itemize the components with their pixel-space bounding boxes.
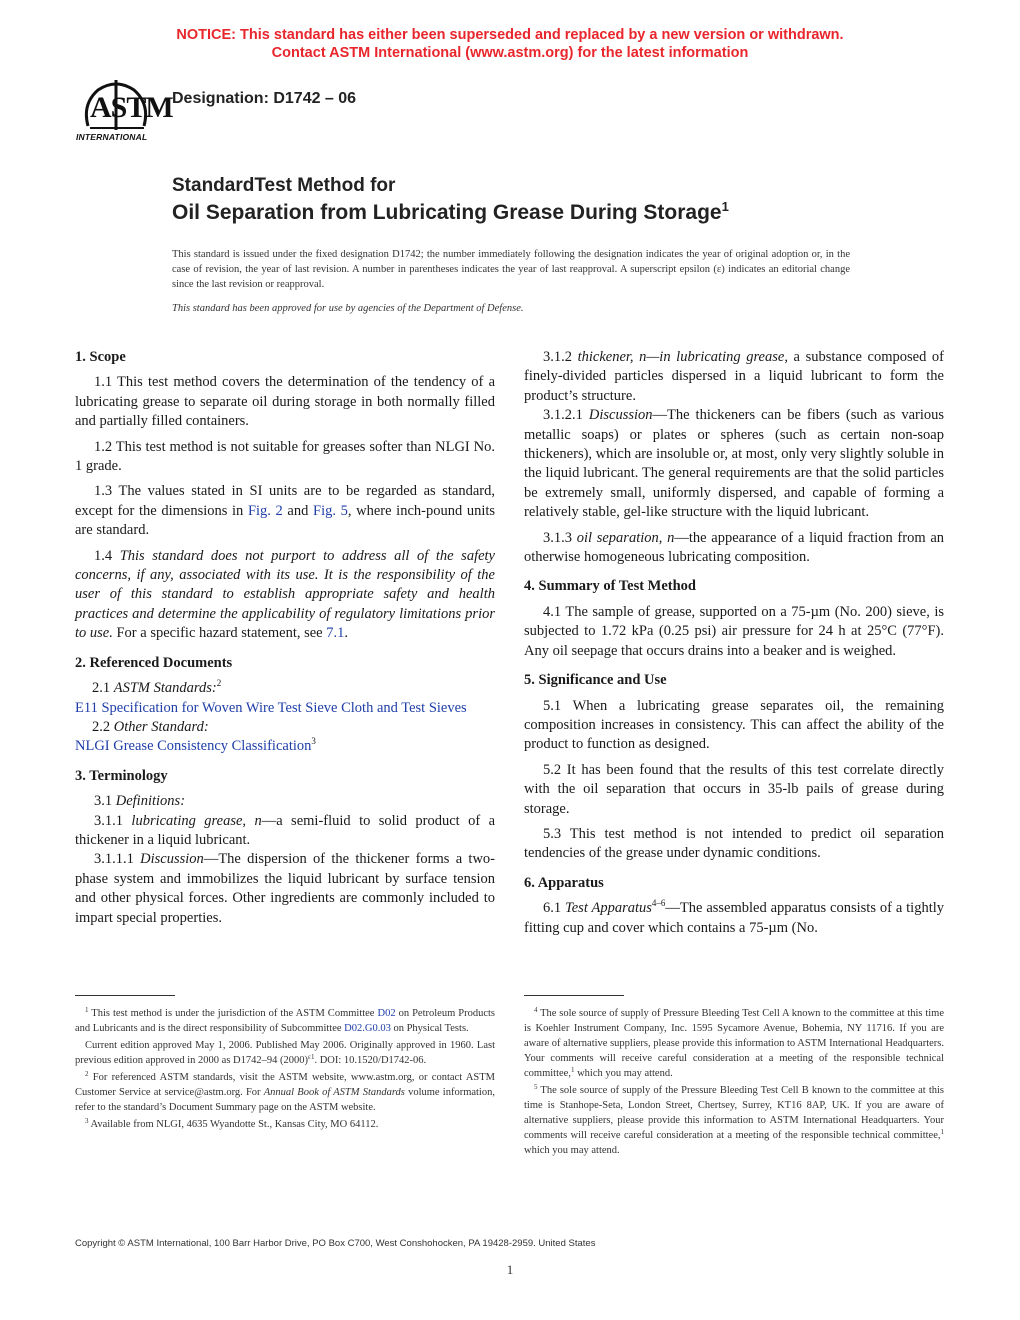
footnote-1-a: This test method is under the jurisdiction of the ASTM Committee: [88, 1008, 378, 1019]
intro-paragraph: This standard is issued under the fixed designation D1742; the number immediately following the designation indicates the year of original adoption or, in the case of revision, the year of last revision. A number in parentheses indicates the year of last reapproval. A superscript epsilon (ε) indicates an editorial change since the last revision or reapproval.: [172, 249, 850, 290]
footnote-5: [524, 1083, 944, 1158]
right-column: [524, 348, 944, 944]
footnote-4: [524, 1006, 944, 1081]
left-column: [75, 348, 495, 934]
footnote-1-d: Current edition approved May 1, 2006. Published May 2006. Originally approved in 1960. Last previous edition approved in 2000 as D1742–94 (2000): [75, 1040, 495, 1066]
para-6-1-num: 6.1: [543, 900, 566, 917]
para-1-1: 1.1 This test method covers the determination of the tendency of a lubricating grease to separate oil during storage in both normally filled and partially filled containers.: [75, 374, 495, 430]
para-6-1-sup: 4–6: [651, 898, 666, 909]
designation: Designation: D1742 – 06: [172, 90, 357, 107]
para-3-1-1-term: lubricating grease, n: [131, 812, 262, 829]
footnote-3: [75, 1117, 495, 1132]
para-3-1-1: [75, 812, 495, 851]
para-2-2-italic: Other Standard:: [113, 718, 209, 735]
link-e11[interactable]: E11 Specification for Woven Wire Test Sieve Cloth and Test Sieves: [75, 699, 467, 716]
ref-e11: [75, 699, 495, 718]
para-3-1-1-def: —a semi-fluid to solid product of a thickener in a liquid lubricant.: [75, 812, 496, 848]
notice-line-1: NOTICE: This standard has either been superseded and replaced by a new version or withdrawn.: [176, 27, 844, 43]
para-1-4-num: 1.4: [94, 547, 120, 564]
footnote-5-ref: 1: [940, 1128, 944, 1136]
section-heading-summary: 4. Summary of Test Method: [524, 578, 696, 595]
para-3-1-2-num: 3.1.2: [543, 349, 578, 365]
title-line-1: StandardTest Method for: [172, 175, 396, 196]
link-7-1[interactable]: 7.1: [326, 625, 345, 642]
para-3-1-num: 3.1: [94, 793, 116, 810]
para-1-3-c: , where inch-pound units are standard.: [75, 502, 496, 539]
para-3-1-italic: Definitions:: [115, 793, 186, 810]
para-2-1-num: 2.1: [92, 680, 114, 697]
para-3-1-1-1-text: —The dispersion of the thickener forms a two-phase system and immobilizes the liquid lubricant by surface tension and other physical forces. Other ingredients are commonly included to impart special properties.: [75, 851, 495, 926]
footnote-3-text: Available from NLGI, 4635 Wyandotte St., Kansas City, MO 64112.: [88, 1119, 379, 1130]
footnote-5-b: which you may attend.: [524, 1145, 620, 1156]
footnote-1-epsilon: ε1: [308, 1053, 315, 1061]
para-1-4-italic: This standard does not purport to address all of the safety concerns, if any, associated with its use. It is the responsibility of the user of this standard to establish appropriate safety and health practices and determine the applicability of regulatory limitations prior to use.: [75, 547, 495, 642]
para-3-1-1-1: [75, 850, 495, 928]
footnote-1: [75, 1006, 495, 1036]
footnote-1-mark: 1: [85, 1006, 89, 1014]
logo-mark: ASTM: [90, 91, 173, 124]
para-6-1-text: —The assembled apparatus consists of a tightly fitting cup and cover which contains a 75-µm (No.: [524, 900, 945, 936]
ref-nlgi-sup: 3: [311, 736, 316, 747]
title-line-2: [172, 199, 729, 225]
para-6-1: [524, 899, 944, 938]
footnote-4-ref: 1: [570, 1066, 575, 1074]
para-3-1-3-term: oil separation, n: [576, 529, 675, 546]
ref-nlgi: [75, 737, 495, 756]
footnote-5-a: The sole source of supply of the Pressure Bleeding Test Cell B known to the committee at this time is Stanhope-Seta, London Street, Chertsey, Surrey, KT16 8AP, UK. If you are aware of alternative suppliers, please provide this information to ASTM International Headquarters. Your comments will receive careful consideration at a meeting of the responsible technical committee,: [524, 1085, 944, 1141]
para-6-1-italic: Test Apparatus: [565, 900, 652, 917]
para-2-1-sup: 2: [216, 678, 222, 689]
para-5-3: 5.3 This test method is not intended to predict oil separation tendencies of the grease under dynamic conditions.: [524, 825, 944, 862]
link-fig-5[interactable]: Fig. 5: [313, 502, 348, 519]
section-heading-terminology: 3. Terminology: [75, 767, 168, 784]
footnote-2-italic: Annual Book of ASTM Standards: [263, 1087, 405, 1098]
para-3-1-3-def: —the appearance of a liquid fraction from an otherwise homogeneous lubricating composition.: [524, 529, 945, 566]
footnote-5-mark: 5: [534, 1083, 538, 1091]
link-fig-2[interactable]: Fig. 2: [247, 502, 283, 519]
footnote-2-a: For referenced ASTM standards, visit the ASTM website, www.astm.org, or contact ASTM Customer Service at service@astm.org. For: [75, 1072, 495, 1098]
para-3-1-2-1-italic: Discussion: [588, 407, 653, 424]
para-1-4-b: For a specific hazard statement, see: [112, 625, 327, 642]
para-3-1-2-term: thickener, n—in lubricating grease: [577, 349, 785, 365]
para-4-1: 4.1 The sample of grease, supported on a 75-µm (No. 200) sieve, is subjected to 1.72 kPa (0.25 psi) air pressure for 24 h at 25°C (77°F). Any oil seepage that occurs drains into a beaker and is weighed.: [524, 603, 944, 659]
para-2-1: [75, 679, 495, 698]
para-1-2: 1.2 This test method is not suitable for greases softer than NLGI No. 1 grade.: [75, 438, 495, 475]
para-1-3-a: 1.3 The values stated in SI units are to be regarded as standard, except for the dimensions in: [75, 483, 495, 519]
page-number: 1: [506, 1262, 514, 1277]
footnote-2-mark: 2: [85, 1070, 89, 1078]
para-3-1-2-1: [524, 406, 944, 522]
para-1-4: [75, 547, 495, 644]
para-3-1-3: [524, 529, 944, 568]
dod-approval: This standard has been approved for use by agencies of the Department of Defense.: [172, 303, 524, 314]
section-heading-scope: 1. Scope: [75, 349, 126, 365]
para-1-3-b: and: [282, 502, 313, 519]
para-3-1-1-1-italic: Discussion: [140, 851, 204, 868]
para-2-2-num: 2.2: [92, 718, 114, 735]
section-heading-apparatus: 6. Apparatus: [524, 874, 604, 891]
para-1-4-c: .: [344, 625, 348, 642]
para-1-3: [75, 482, 495, 540]
para-3-1-1-1-num: 3.1.1.1: [94, 851, 141, 868]
title-footnote-ref: 1: [721, 199, 729, 214]
supersede-notice: [0, 26, 1020, 62]
para-3-1-2-1-text: —The thickeners can be fibers (such as various metallic soaps) or plates or spheres (such as certain non-soap thickeners), which are insoluble or, at most, only very slightly soluble in the liquid lubricant. The general requirements are that the solid particles be extremely small, uniformly dispersed, and capable of forming a relatively stable, gel-like structure with the liquid lubricant.: [524, 407, 945, 521]
section-heading-significance: 5. Significance and Use: [524, 672, 667, 689]
para-3-1-2: [524, 348, 944, 406]
footnote-2-b: volume information, refer to the standard’s Document Summary page on the ASTM website.: [75, 1087, 495, 1113]
section-heading-referenced-documents: 2. Referenced Documents: [75, 654, 233, 671]
para-3-1-2-def: , a substance composed of finely-divided particles dispersed in a liquid lubricant to form the product’s structure.: [524, 349, 944, 404]
para-3-1-2-1-num: 3.1.2.1: [543, 407, 589, 424]
link-d02-g0-03[interactable]: D02.G0.03: [344, 1023, 391, 1034]
notice-line-2: Contact ASTM International (www.astm.org) for the latest information: [271, 45, 749, 61]
footnote-4-mark: 4: [534, 1006, 538, 1014]
copyright-line: Copyright © ASTM International, 100 Barr Harbor Drive, PO Box C700, West Conshohocken, PA 19428-2959. United States: [75, 1238, 596, 1249]
link-nlgi[interactable]: NLGI Grease Consistency Classification: [75, 738, 312, 755]
footnote-4-a: The sole source of supply of Pressure Bleeding Test Cell A known to the committee at this time is Koehler Instrument Company, Inc. 1595 Sycamore Avenue, Bohemia, NY 11716. If you are aware of alternative suppliers, please provide this information to ASTM International Headquarters. Your comments will receive careful consideration at a meeting of the responsible technical committee,: [524, 1008, 944, 1079]
title-text: Oil Separation from Lubricating Grease During Storage: [172, 201, 722, 224]
para-5-1: 5.1 When a lubricating grease separates oil, the remaining composition increases in consistency. This can affect the ability of the product to function as designed.: [524, 697, 944, 753]
footnotes-left: [75, 1006, 495, 1134]
footnote-1-e: . DOI: 10.1520/D1742-06.: [314, 1055, 427, 1066]
footnote-3-mark: 3: [85, 1117, 89, 1125]
footnotes-right: [524, 1006, 944, 1160]
para-3-1-3-num: 3.1.3: [543, 529, 577, 546]
para-2-2: [75, 718, 495, 737]
para-2-1-italic: ASTM Standards:: [113, 680, 217, 697]
footnote-1-b: on Petroleum Products and Lubricants and is the direct responsibility of Subcommittee: [75, 1008, 495, 1034]
footnote-2: [75, 1070, 495, 1115]
link-d02[interactable]: D02: [377, 1008, 396, 1019]
footnote-rule-right: [524, 995, 624, 996]
footnote-1-c: on Physical Tests.: [390, 1023, 469, 1034]
logo-caption: INTERNATIONAL: [76, 132, 148, 142]
para-3-1-1-num: 3.1.1: [94, 812, 132, 829]
footnote-4-b: which you may attend.: [574, 1068, 673, 1079]
para-3-1: [75, 792, 495, 811]
footnote-rule-left: [75, 995, 175, 996]
footnote-1-edition: [75, 1038, 495, 1068]
astm-logo-icon: [68, 74, 173, 146]
para-5-2: 5.2 It has been found that the results of this test correlate directly with the oil separation that occurs in 35-lb pails of grease during storage.: [524, 761, 944, 817]
